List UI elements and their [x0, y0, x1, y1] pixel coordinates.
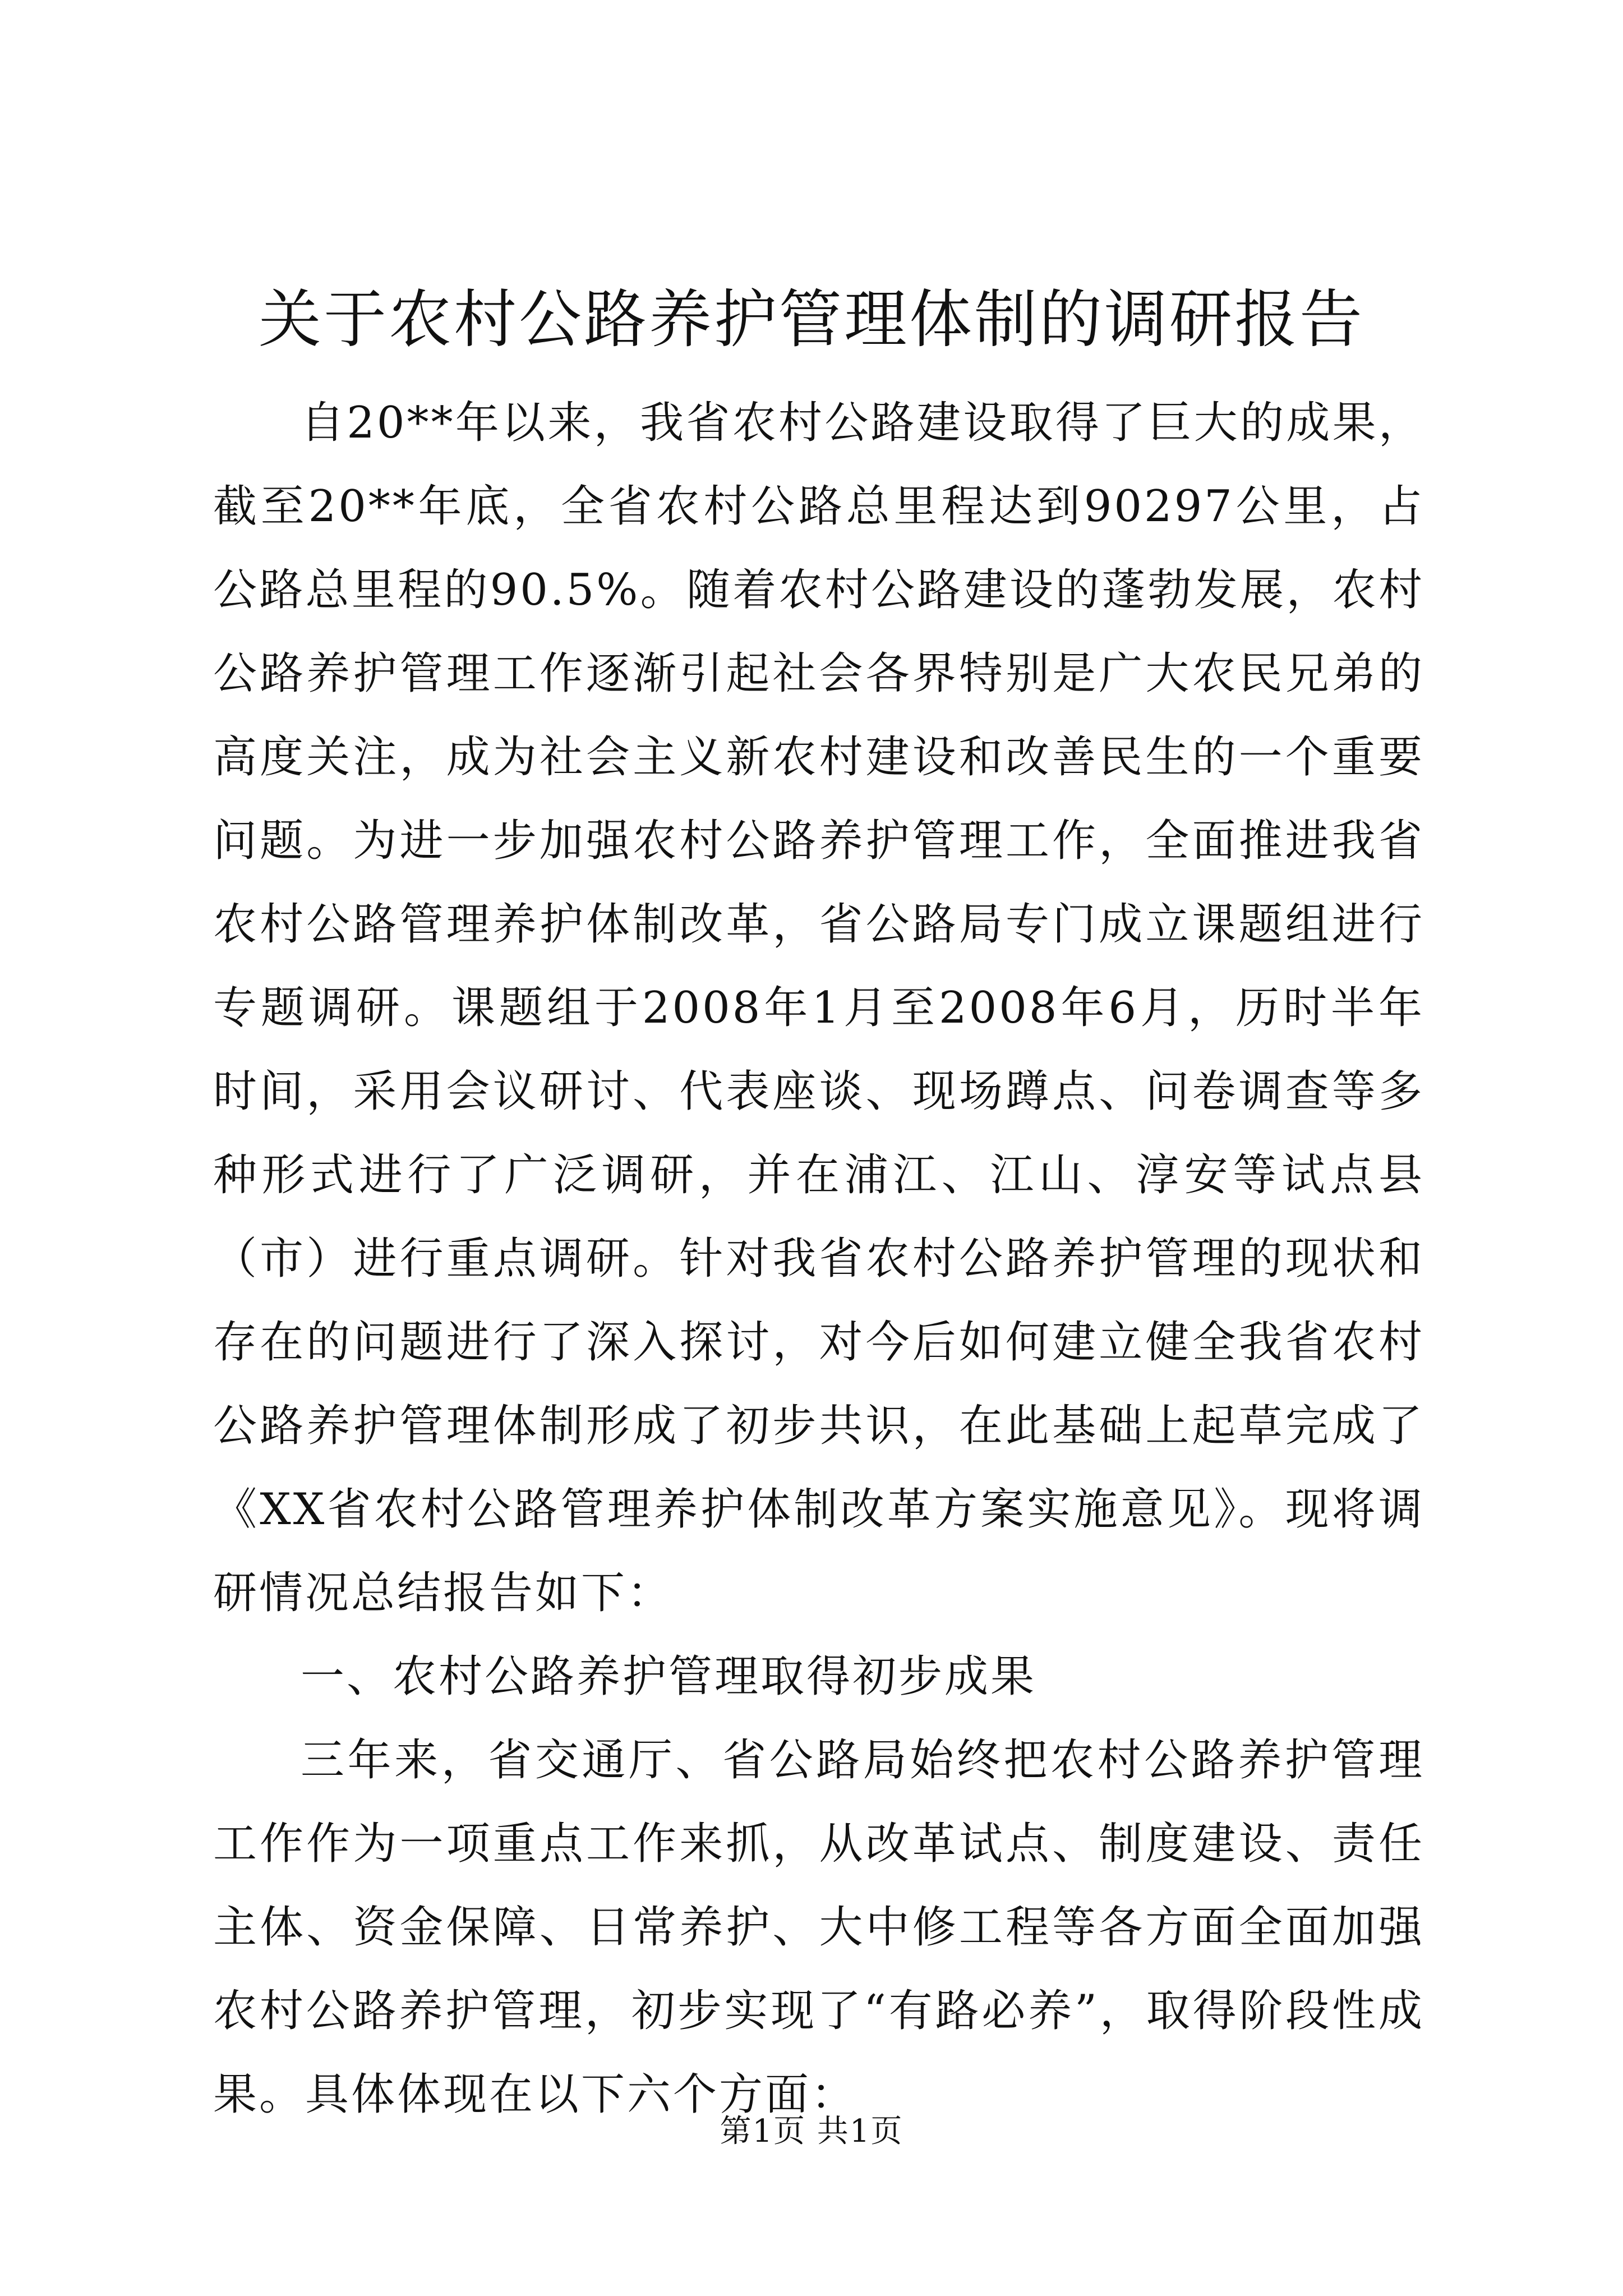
document-body [213, 381, 1424, 2137]
document-title: 关于农村公路养护管理体制的调研报告 [259, 283, 1364, 356]
paragraph-achievements: 三年来，省交通厅、省公路局始终把农村公路养护管理工作作为一项重点工作来抓，从改革试点、制度建设、责任主体、资金保障、日常养护、大中修工程等各方面全面加强农村公路养护管理，初步实现了“有路必养”，取得阶段性成果。具体体现在以下六个方面： [213, 1735, 1424, 2120]
paragraph-intro: 自20**年以来，我省农村公路建设取得了巨大的成果，截至20**年底，全省农村公路总里程达到90297公里，占公路总里程的90.5%。随着农村公路建设的蓬勃发展，农村公路养护管理工作逐渐引起社会各界特别是广大农民兄弟的高度关注，成为社会主义新农村建设和改善民生的一个重要问题。为进一步加强农村公路养护管理工作，全面推进我省农村公路管理养护体制改革，省公路局专门成立课题组进行专题调研。课题组于2008年1月至2008年6月，历时半年时间，采用会议研讨、代表座谈、现场蹲点、问卷调查等多种形式进行了广泛调研，并在浦江、江山、淳安等试点县（市）进行重点调研。针对我省农村公路养护管理的现状和存在的问题进行了深入探讨，对今后如何建立健全我省农村公路养护管理体制形成了初步共识，在此基础上起草完成了《XX省农村公路管理养护体制改革方案实施意见》。现将调研情况总结报告如下： [213, 398, 1424, 1618]
section-heading-1: 一、农村公路养护管理取得初步成果 [301, 1651, 1037, 1702]
page-footer: 第1页 共1页 [720, 2113, 903, 2150]
